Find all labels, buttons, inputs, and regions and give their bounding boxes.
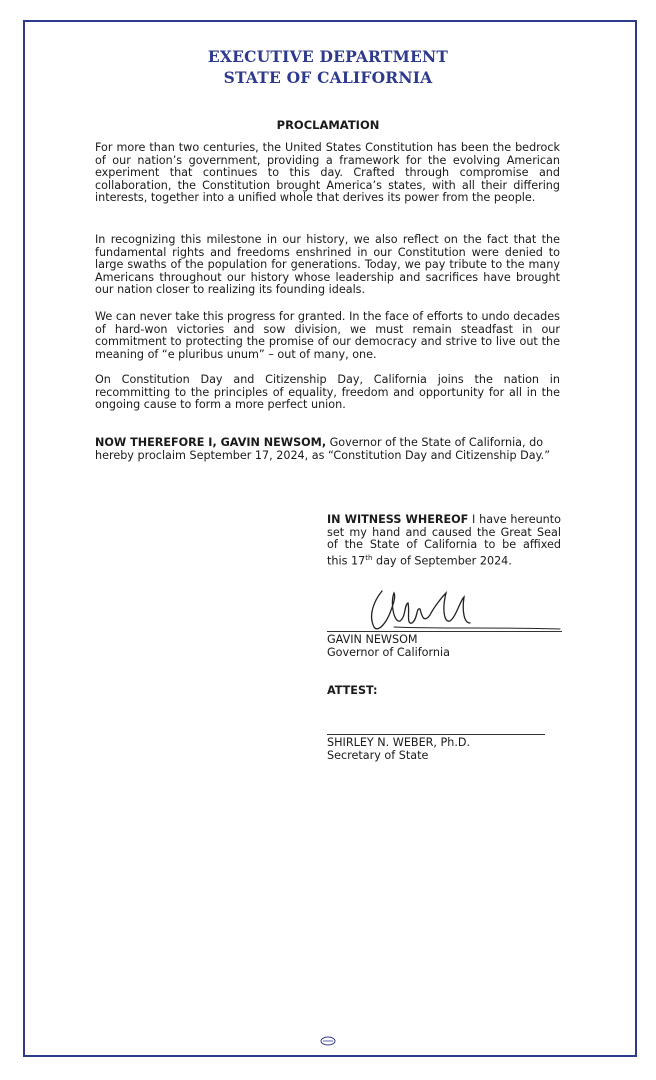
header-state: STATE OF CALIFORNIA (223, 68, 433, 87)
governor-title: Governor of California (327, 646, 450, 659)
proclamation-lead: NOW THEREFORE I, GAVIN NEWSOM, (95, 436, 327, 449)
proclamation-text: Governor of the State of California, do hereby proclaim September 17, 2024, as “Constitution Day and Citizenship Day.” (95, 436, 551, 462)
paragraph-1: For more than two centuries, the United States Constitution has been the bedrock of our nation’s government, providing a framework for the evolving American experiment that continues to this day. Crafted through compromise and collaboration, the Constitution brought America’s states, with all their differing interests, together into a unified whole that derives its power from the people. (95, 141, 560, 205)
witness-ordinal: th (365, 553, 373, 562)
secretary-block (327, 736, 567, 762)
witness-text: I have hereunto set my hand and caused the Great Seal of the State of California to be affixed this 17 (327, 513, 561, 568)
governor-block (327, 633, 567, 659)
paragraph-3: We can never take this progress for granted. In the face of efforts to undo decades of hard-won victories and sow division, we must remain steadfast in our commitment to protecting the promise of our democracy and strive to live out the meaning of “e pluribus unum” – out of many, one. (95, 310, 560, 361)
paragraph-2: In recognizing this milestone in our history, we also reflect on the fact that the fundamental rights and freedoms enshrined in our Constitution were denied to large swaths of the population for generations. Today, we pay tribute to the many Americans throughout our history whose leadership and sacrifices have brought our nation closer to realizing its founding ideals. (95, 233, 560, 297)
governor-name: GAVIN NEWSOM (327, 633, 418, 646)
witness-text-end: day of September 2024. (372, 554, 512, 568)
witness-lead: IN WITNESS WHEREOF (327, 513, 469, 526)
attest-label: ATTEST: (327, 684, 378, 697)
paragraph-4: On Constitution Day and Citizenship Day, California joins the nation in recommitting to the principles of equality, freedom and opportunity for all in the ongoing cause to form a more perfect union. (95, 373, 560, 412)
secretary-signature-line (327, 734, 545, 735)
proclamation-statement (95, 437, 560, 462)
governor-signature-line (327, 631, 562, 632)
document-header (0, 46, 656, 88)
secretary-title: Secretary of State (327, 749, 429, 762)
header-department: EXECUTIVE DEPARTMENT (207, 47, 449, 66)
witness-statement (327, 514, 561, 568)
secretary-name: SHIRLEY N. WEBER, Ph.D. (327, 736, 471, 749)
document-title: PROCLAMATION (276, 118, 380, 132)
union-bug-icon (320, 1036, 336, 1046)
